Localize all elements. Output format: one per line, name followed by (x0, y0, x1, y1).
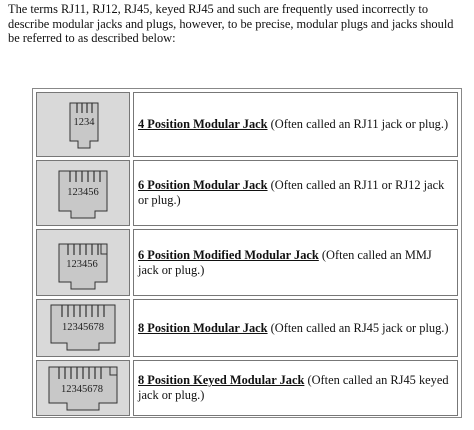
pin-numbers: 123456 (66, 259, 98, 270)
jack-description-cell (133, 229, 458, 296)
jack-title: 6 Position Modified Modular Jack (138, 247, 319, 262)
jack-title: 8 Position Keyed Modular Jack (138, 373, 305, 388)
pin-numbers: 12345678 (62, 322, 104, 333)
jack-title: 8 Position Modular Jack (138, 320, 268, 335)
jack-description-cell (133, 92, 458, 157)
jack-description: (Often called an RJ45 keyed jack or plug.) (138, 373, 449, 402)
jack-image-cell (36, 160, 130, 226)
pin-numbers: 12345678 (61, 384, 103, 395)
jack-title: 4 Position Modular Jack (138, 117, 268, 132)
jack-description: (Often called an RJ11 jack or plug.) (267, 117, 449, 132)
jack-image-cell (36, 229, 130, 296)
pin-numbers: 1234 (73, 117, 95, 128)
8-position-jack-icon (37, 300, 131, 358)
jack-image-cell (36, 92, 130, 157)
jack-types-table (32, 88, 462, 418)
4-position-jack-icon (37, 93, 131, 158)
table-row-8-position-keyed (36, 360, 458, 416)
jack-image-cell (36, 299, 130, 357)
jack-description: (Often called an MMJ jack or plug.) (138, 247, 432, 277)
table-row-4-position (36, 92, 458, 157)
jack-description-cell (133, 360, 458, 416)
jack-image-cell (36, 360, 130, 416)
jack-description-cell (133, 299, 458, 357)
8-position-keyed-jack-icon (37, 361, 131, 417)
table-row-8-position (36, 299, 458, 357)
table-row-6-position (36, 160, 458, 226)
intro-paragraph: The terms RJ11, RJ12, RJ45, keyed RJ45 and such are frequently used incorrectly to describe modular jacks and plugs, however, to be precise, modular plugs and jacks should be referred to as described below: (8, 2, 454, 46)
jack-title: 6 Position Modular Jack (138, 178, 268, 193)
6-position-jack-icon (37, 161, 131, 227)
6-position-modified-jack-icon (37, 230, 131, 297)
jack-description: (Often called an RJ45 jack or plug.) (267, 320, 449, 335)
pin-numbers: 123456 (67, 187, 99, 198)
table-row-6-position-modified (36, 229, 458, 296)
jack-description: (Often called an RJ11 or RJ12 jack or plug.) (138, 178, 445, 207)
jack-description-cell (133, 160, 458, 226)
